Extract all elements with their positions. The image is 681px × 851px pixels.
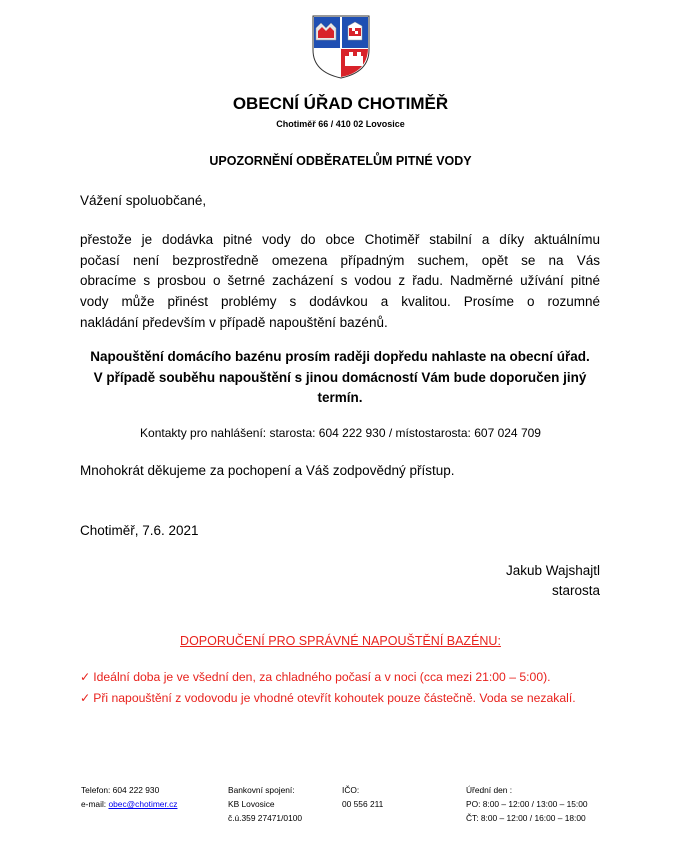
signature-name: Jakub Wajshajtl [505,563,600,578]
paragraph-line: počasí není bezprostředně omezena případným suchem, opět se na Vás [80,252,600,268]
footer-phone: Telefon: 604 222 930 [81,785,160,795]
signature-block [506,561,600,601]
footer-email-row [81,797,177,811]
email-link[interactable]: obec@chotimer.cz [108,799,178,809]
recommendations-title: DOPORUČENÍ PRO SPRÁVNÉ NAPOUŠTĚNÍ BAZÉNU: [180,634,501,648]
footer-ico-value: 00 556 211 [342,799,384,809]
footer-bank-name: KB Lovosice [228,799,275,809]
salutation: Vážení spoluobčané, [80,193,207,208]
recommendation-text: Ideální doba je ve všední den, za chladného počasí a v noci (cca mezi 21:00 – 5:00). [93,670,551,684]
office-title: OBECNÍ ÚŘAD CHOTIMĚŘ [232,94,449,113]
footer-hours-thu: ČT: 8:00 – 12:00 / 16:00 – 18:00 [466,813,586,823]
check-icon: ✓ [80,670,91,684]
main-paragraph [80,230,600,334]
paragraph-line: vody může přinést problémy s dodávkou a kvalitou. Prosíme o rozumné [80,294,600,310]
footer-email-label: e-mail: [81,799,109,809]
paragraph-line: nakládání především v případě napouštění bazénů. [80,314,388,330]
paragraph-line: obracíme s prosbou o šetrné zacházení s vodou z řadu. Nadměrné užívání pitné [80,273,600,289]
place-date: Chotiměř, 7.6. 2021 [80,523,199,538]
paragraph-line: přestože je dodávka pitné vody do obce Chotiměř stabilní a díky aktuálnímu [80,232,600,247]
check-icon: ✓ [80,691,91,705]
recommendation-text: Při napouštění z vodovodu je vhodné otevřít kohoutek pouze částečně. Voda se nezakalí. [93,691,576,705]
footer-hours-label: Úřední den : [466,785,513,795]
notice-title: UPOZORNĚNÍ ODBĚRATELŮM PITNÉ VODY [209,154,472,168]
office-address: Chotiměř 66 / 410 02 Lovosice [276,119,405,129]
footer-hours-mon: PO: 8:00 – 12:00 / 13:00 – 15:00 [466,799,588,809]
list-item [80,688,576,709]
footer-ico [342,783,383,811]
bold-line: termín. [317,390,363,405]
footer-contact [81,783,177,811]
footer-ico-label: IČO: [342,785,360,795]
recommendations-list [80,667,576,709]
footer-hours [466,783,588,825]
footer-bank [228,783,302,825]
coat-of-arms-icon [311,14,371,80]
bold-line: V případě souběhu napouštění s jinou domácností Vám bude doporučen jiný [93,369,587,385]
signature-role: starosta [551,583,600,598]
list-item [80,667,576,688]
footer-bank-account: č.ú.359 27471/0100 [228,813,303,823]
footer-bank-label: Bankovní spojení: [228,785,295,795]
bold-line: Napouštění domácího bazénu prosím raději dopředu nahlaste na obecní úřad. [90,349,590,364]
thanks-line: Mnohokrát děkujeme za pochopení a Váš zodpovědný přístup. [80,463,455,478]
bold-request [70,347,610,409]
contacts-line: Kontakty pro nahlášení: starosta: 604 222 930 / místostarosta: 607 024 709 [140,426,541,440]
